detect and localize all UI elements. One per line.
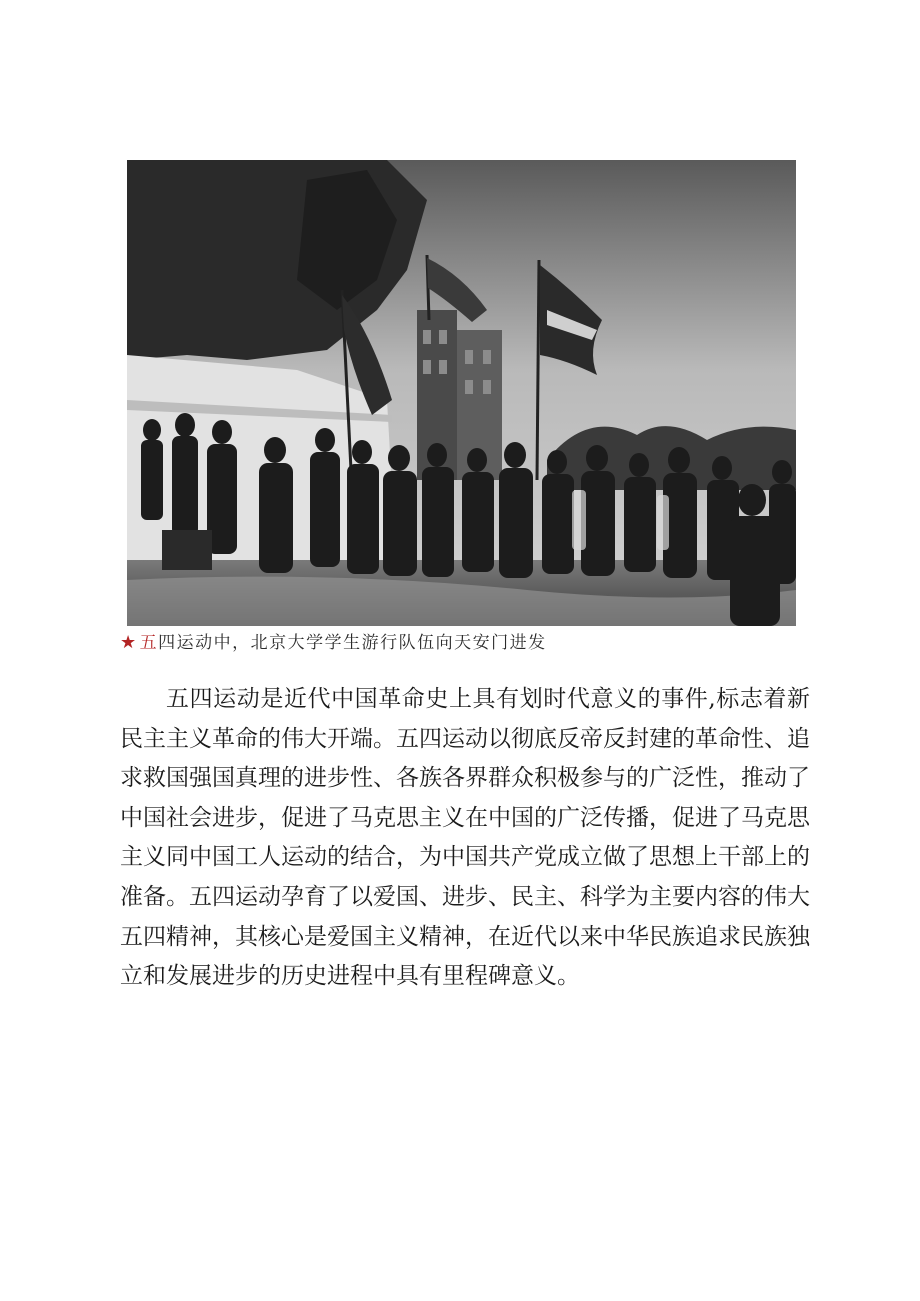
historical-photo — [127, 160, 796, 626]
photo-illustration — [127, 160, 796, 626]
body-paragraph: 五四运动是近代中国革命史上具有划时代意义的事件,标志着新民主主义革命的伟大开端。五四运动以彻底反帝反封建的革命性、追求救国强国真理的进步性、各族各界群众积极参与的广泛性，推动了中国社会进步，促进了马克思主义在中国的广泛传播，促进了马克思主义同中国工人运动的结合，为中国共产党成立做了思想上干部上的准备。五四运动孕育了以爱国、进步、民主、科学为主要内容的伟大五四精神，其核心是爱国主义精神，在近代以来中华民族追求民族独立和发展进步的历史进程中具有里程碑意义。 — [120, 686, 810, 990]
flag-pole-right — [537, 260, 539, 480]
star-icon: ★ — [120, 632, 138, 653]
photo-caption — [120, 630, 820, 656]
caption-first-char: 五 — [139, 633, 159, 653]
caption-text: 四运动中，北京大学学生游行队伍向天安门进发 — [158, 633, 547, 653]
